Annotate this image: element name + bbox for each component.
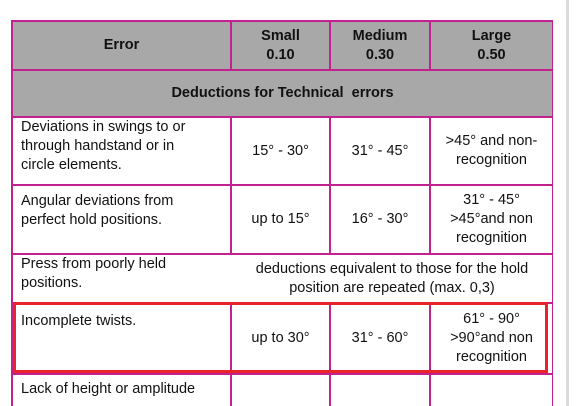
row-4-large — [431, 304, 552, 373]
large-value-line: >45°and non — [450, 211, 533, 227]
small-value: 15° - 30° — [252, 142, 309, 159]
row-3-error — [13, 255, 230, 302]
header-medium-label: Medium — [352, 27, 408, 44]
merged-note-line: position are repeated (max. 0,3) — [289, 279, 495, 296]
header-large — [431, 22, 552, 69]
section-title — [13, 71, 552, 116]
header-small-label: Small — [261, 27, 300, 44]
row-4-small — [232, 304, 329, 373]
header-small-value: 0.10 — [266, 46, 295, 63]
medium-value: 31° - 45° — [351, 142, 409, 159]
large-value-line: 61° - 90° — [463, 311, 520, 327]
small-value: up to 30° — [251, 330, 310, 346]
row-4-medium — [331, 304, 429, 373]
error-text-line: through handstand or in — [21, 138, 175, 154]
row-1-medium — [331, 118, 429, 184]
row-2-large — [431, 186, 552, 253]
row-1-error — [13, 118, 230, 184]
medium-value: 31° - 60° — [351, 330, 409, 346]
header-small — [232, 22, 329, 69]
header-medium — [331, 22, 429, 69]
row-1-small — [232, 118, 329, 184]
medium-value: 16° - 30° — [351, 211, 409, 227]
header-medium-value: 0.30 — [365, 46, 395, 63]
row-2-error — [13, 186, 230, 253]
header-large-value: 0.50 — [477, 46, 506, 63]
error-text-line: Lack of height or amplitude — [21, 381, 196, 397]
large-value-line: recognition — [456, 230, 527, 246]
large-value-line: 31° - 45° — [463, 192, 520, 208]
error-text-line: Incomplete twists. — [21, 313, 137, 329]
row-5-error — [13, 375, 230, 406]
large-value-line: >45° and non- — [445, 133, 538, 149]
header-error-label: Error — [103, 37, 140, 53]
error-text-line: Deviations in swings to or — [21, 119, 186, 135]
row-4-error — [13, 304, 230, 373]
large-value-line: >90°and non — [450, 330, 533, 346]
scrollbar[interactable] — [566, 0, 569, 406]
row-3-merged-note — [232, 255, 552, 302]
small-value: up to 15° — [251, 211, 310, 227]
merged-note-line: deductions equivalent to those for the hold — [255, 260, 529, 277]
error-text-line: positions. — [21, 275, 83, 291]
row-2-medium — [331, 186, 429, 253]
header-error — [13, 22, 230, 69]
error-text-line: circle elements. — [21, 157, 122, 173]
error-text-line: Press from poorly held — [21, 256, 167, 272]
row-1-large — [431, 118, 552, 184]
large-value-line: recognition — [456, 152, 527, 168]
error-text-line: Angular deviations from — [21, 193, 174, 209]
large-value-line: recognition — [456, 349, 527, 365]
section-title-text: Deductions for Technical errors — [171, 85, 394, 101]
error-text-line: perfect hold positions. — [21, 212, 163, 228]
header-large-label: Large — [471, 27, 512, 44]
row-2-small — [232, 186, 329, 253]
